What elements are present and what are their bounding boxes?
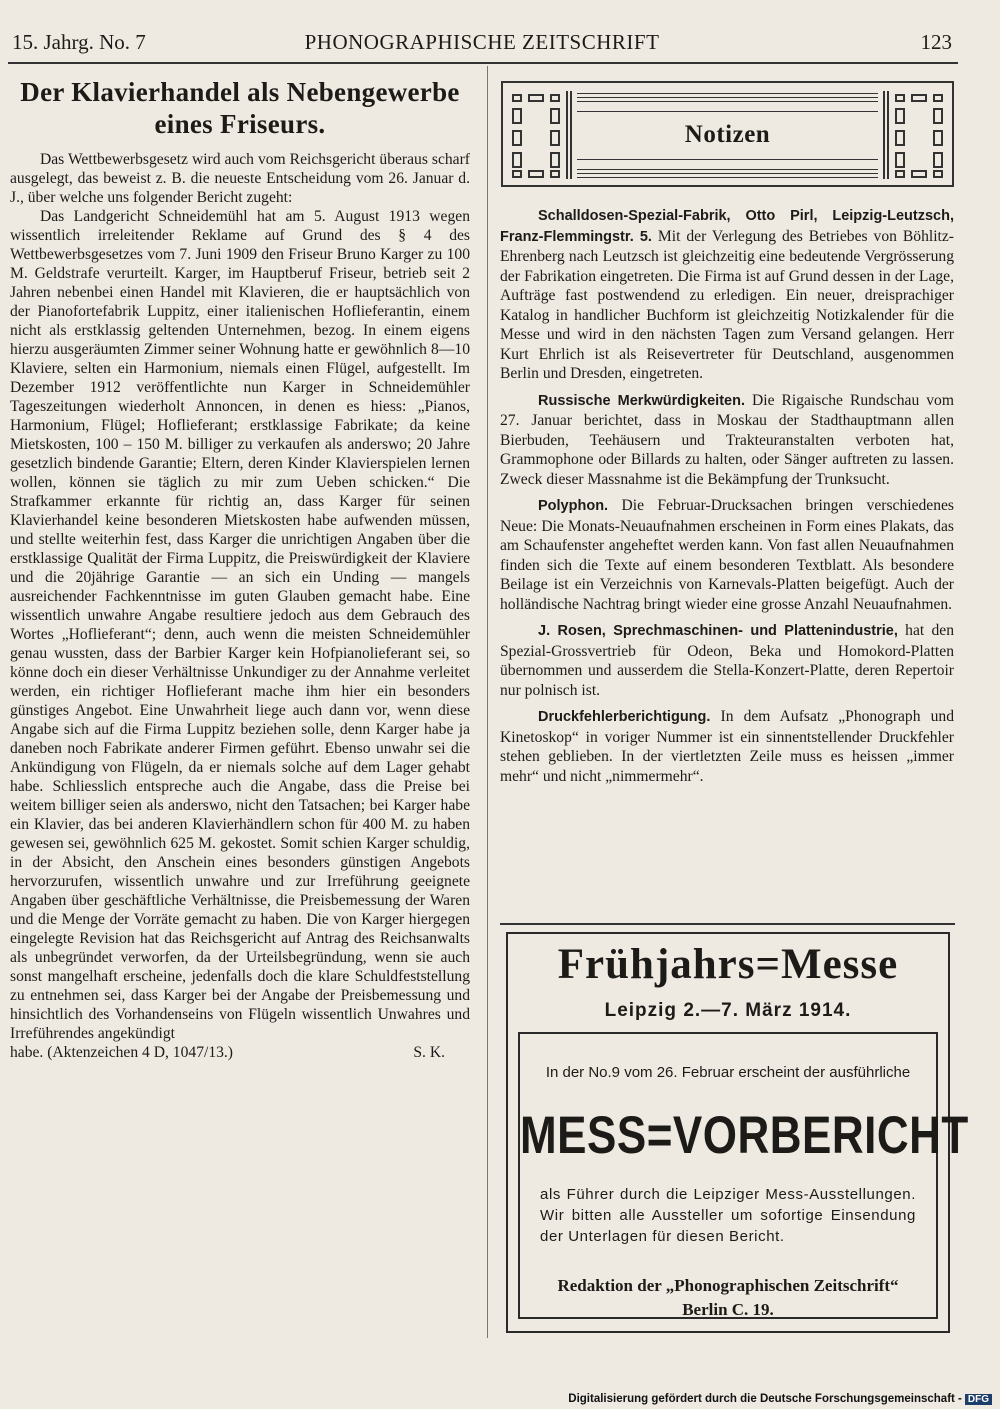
notiz-heading: Druckfehlerberichtigung. bbox=[538, 709, 711, 725]
ad-headline: Frühjahrs=Messe bbox=[557, 941, 899, 988]
page-number: 123 bbox=[920, 30, 952, 54]
notiz-heading: Schalldosen-Spezial-Fabrik, Otto Pirl, Leipzig-Leutzsch, Franz-Flemmingstr. 5. bbox=[500, 208, 954, 245]
notiz-text: Die Februar-Drucksachen bringen verschiedenes Neue: Die Monats-Neuaufnahmen erscheinen in Form eines Plakats, das am Schaufenster angeheftet werden kann. Von fast allen Neuaufnahmen finden sich die Texte auf einem besonderen Textblatt. Als besondere Beilage ist ein Verzeichnis von Karnevals-Platten beigefügt. Auch der holländische Nachtrag bringt wieder eine grosse Anzahl Neuaufnahmen. bbox=[500, 497, 954, 613]
notiz-item bbox=[500, 621, 954, 700]
article-reference: habe. (Aktenzeichen 4 D, 1047/13.) bbox=[10, 1044, 234, 1061]
article-signoff bbox=[10, 1043, 470, 1062]
ad-big-title: MESS=VORBERICHT bbox=[520, 1106, 969, 1165]
page-header bbox=[12, 30, 952, 56]
article-title-line-1: Der Klavierhandel als Nebengewerbe bbox=[20, 77, 460, 107]
article-paragraph: Das Landgericht Schneidemühl hat am 5. August 1913 wegen wissentlich irreleitender Reklame auf Grund des § 4 des Wettbewerbsgesetzes vom 7. Juni 1909 den Friseur Bruno Karger zu 100 M. Geldstrafe verurteilt. Karger, im Hauptberuf Friseur, betrieb seit 2 Jahren nebenbei einen Handel mit Klavieren, die er hauptsächlich von der Pianofortefabrik Luppitz, einer italienischen Hoflieferantin, einem nicht als erstklassig geltenden Unternehmen, bezog. In einem eigens hierzu ausgeräumten Zimmer seiner Wohnung hatte er gewöhnlich 8—10 Klaviere, selten ein Harmonium, niemals einen Flügel, aufgestellt. Im Dezember 1912 veröffentlichte nun Karger in Schneidemühler Tageszeitungen wiederholt Annoncen, in denen es hiess: „Pianos, Harmonium, Flügel; Hoflieferant; erstklassige Fabrikate; da keine Mietskosten, 100 – 150 M. billiger zu verkaufen als anderswo; 20 Jahre gesetzlich bindende Garantie; Eltern, deren Kinder Klavierspielen lernen wollen, können sie täglich zu mir zum Ueben schicken.“ Die Strafkammer erkannte für richtig an, dass Karger für seinen Klavierhandel keine besonderen Mietskosten habe aufwenden müssen, und stellte weiterhin fest, dass Karger die unrichtigen Angaben über die erstklassige Qualität der Firma Luppitz, die Preiswürdigkeit der Klaviere und die 20jährige Garantie — an sich ein Unding — mangels ausreichender Fachkenntnisse im guten Glauben gemacht habe. Eine wissentlich unwahre Angabe resultiere jedoch aus dem Gebrauch des Wortes „Hoflieferant“; denn, auch wenn die meisten Schneidemühler genau wussten, dass der Barbier Karger kein Hofpianolieferant sei, so könne doch ein dieser Verhältnisse Unkundiger zu der Annahme verleitet werden, ein richtiger Hoflieferant mache ihm hier ein besonders günstiges Angebot. Eine Unwahrheit liege auch dann vor, wenn diese Angabe sich auf die Firma Luppitz beziehen solle, denn Karger habe ja daneben noch Fabrikate anderer Firmen geführt. Ebenso unwahr sei die Ankündigung von Flügeln, da er niemals solche auf dem Lager gehabt habe. Schliesslich entspreche auch die Angabe, dass die Preise bei weitem billiger seien als anderswo, nicht den Tatsachen; bei Karger habe ein Klavier, das bei anderen Klavierhändlern schon für 400 M. zu haben gewesen sei, gewöhnlich 625 M. gekostet. Somit schien Karger schuldig, in der Absicht, den Anschein eines besonders günstigen Angebots hervorzurufen, wissentlich unwahre und zur Irreführung geeignete Angaben über geschäftliche Verhältnisse, die Preisbemessung der Waren und die Menge der Vorräte gemacht zu haben. Die von Karger hiergegen eingelegte Revision hat das Reichsgericht auf Antrag des Reichsanwalts als unbegründet verworfen, da der Urteilsbegründung, wenn sie auch sonst mangelhaft erscheine, jedenfalls doch die klare Schuldfeststellung zu entnehmen sei, dass Karger bei der Angabe der Preisbemessung und hinsichtlich des Vorhandenseins von Flügeln wissentlich Unwahres und Irreführendes angekündigt bbox=[10, 208, 470, 1042]
dfg-logo: DFG bbox=[965, 1394, 992, 1405]
notizen-title: Notizen bbox=[684, 121, 771, 148]
column-divider bbox=[487, 66, 488, 1338]
notiz-item bbox=[500, 206, 954, 384]
ornament-icon bbox=[882, 91, 946, 179]
notiz-item bbox=[500, 391, 954, 490]
notizen-header-box bbox=[501, 81, 954, 187]
notiz-heading: Polyphon. bbox=[538, 498, 609, 514]
ad-city-line: Berlin C. 19. bbox=[682, 1300, 774, 1319]
ad-notice: In der No.9 vom 26. Februar erscheint der ausführliche bbox=[545, 1064, 911, 1081]
notiz-text: In dem Aufsatz „Phonograph und Kinetoskop“ in voriger Nummer ist ein sinnentstellender Druckfehler stehen geblieben. In der viertletzten Zeile muss es heissen „immer mehr“ und nicht „nimmermehr“. bbox=[500, 708, 954, 785]
notiz-item bbox=[500, 496, 954, 614]
article-title bbox=[10, 76, 470, 140]
notiz-text: hat den Spezial-Grossvertrieb für Odeon, Beka und Homokord-Platten übernommen und ausserdem die Stella-Konzert-Platte, deren Repertoir nur polnisch ist. bbox=[500, 622, 954, 699]
notiz-text: Die Rigaische Rundschau vom 27. Januar berichtet, dass in Moskau der Stadthauptmann allen Bierbuden, Teehäusern und Trakteuranstalten verboten hat, Grammophone oder Billards zu halten, oder Sänger auftreten zu lassen. Zweck dieser Massnahme ist die Bekämpfung der Trunksucht. bbox=[500, 391, 954, 488]
footer-text: Digitalisierung gefördert durch die Deutsche Forschungsgemeinschaft - bbox=[568, 1393, 962, 1405]
journal-title: PHONOGRAPHISCHE ZEITSCHRIFT bbox=[304, 30, 660, 54]
notiz-heading: J. Rosen, Sprechmaschinen- und Plattenindustrie, bbox=[538, 623, 898, 639]
ad-description: als Führer durch die Leipziger Mess-Ausstellungen. Wir bitten alle Aussteller um sofortige Einsendung der Unterlagen für diesen Bericht. bbox=[540, 1186, 916, 1245]
article-title-line-2: eines Friseurs. bbox=[154, 109, 326, 139]
ad-redaktion bbox=[520, 1274, 936, 1322]
article-signature: S. K. bbox=[413, 1044, 445, 1061]
article-paragraph: Das Wettbewerbsgesetz wird auch vom Reichsgericht überaus scharf ausgelegt, das beweist z. B. die neueste Entscheidung vom 26. Januar d. J., über welche uns folgender Bericht zugeht: bbox=[10, 151, 470, 206]
notiz-text: Mit der Verlegung des Betriebes von Böhlitz-Ehrenberg nach Leutzsch ist gleichzeitig eine bedeutende Vergrösserung der Fabrikation eingetreten. Die Firma ist auf Grund dessen in der Lage, Aufträge fast postwendend zu erledigen. Ein neuer, dreisprachiger Katalog in handlicher Buchform ist gleichzeitig Notizkalender für die Messe und wird in den nächsten Tagen zum Versand gelangen. Herr Kurt Ehrlich ist als Reisevertreter für Deutschland, ausgenommen Berlin und Dresden, eingetreten. bbox=[500, 227, 954, 382]
advertisement bbox=[506, 932, 969, 1333]
notiz-heading: Russische Merkwürdigkeiten. bbox=[538, 392, 745, 409]
ornament-icon bbox=[509, 91, 573, 179]
notiz-item bbox=[500, 707, 954, 786]
ad-redaktion-line: Redaktion der „Phonographischen Zeitschrift“ bbox=[557, 1276, 899, 1295]
notizen-column bbox=[500, 206, 954, 793]
article-column bbox=[10, 76, 470, 1062]
ad-dates: Leipzig 2.—7. März 1914. bbox=[604, 1000, 852, 1021]
ad-inner-box bbox=[518, 1032, 969, 1319]
volume-issue: 15. Jahrg. No. 7 bbox=[12, 30, 146, 54]
digitization-footer bbox=[568, 1393, 992, 1405]
ad-separator bbox=[500, 923, 955, 925]
header-rule bbox=[8, 62, 958, 64]
